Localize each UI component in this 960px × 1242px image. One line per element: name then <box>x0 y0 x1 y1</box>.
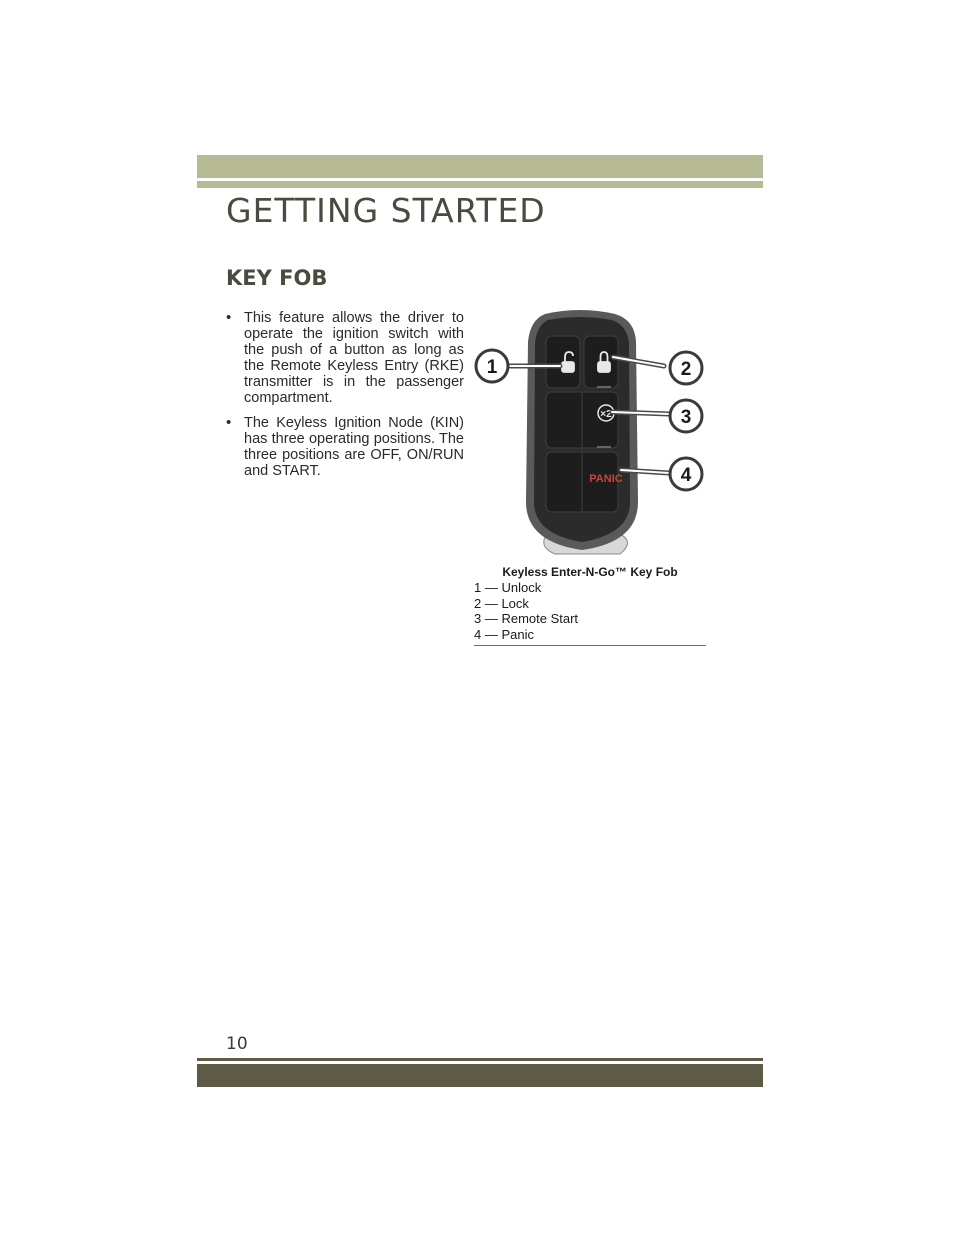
bullet-item: • This feature allows the driver to operate the ignition switch with the push of a button as long as the Remote Keyless Entry (RKE) transmitter is in the passenger compartment. <box>226 310 464 406</box>
figure-legend <box>474 580 706 642</box>
footer-bar <box>197 1064 763 1087</box>
legend-item: 2 — Lock <box>474 595 529 611</box>
legend-divider <box>474 645 706 646</box>
callout-1 <box>476 350 508 382</box>
callout-4 <box>670 458 702 490</box>
callout-2 <box>670 352 702 384</box>
svg-text:3: 3 <box>680 407 692 428</box>
panic-label: PANIC <box>589 473 623 485</box>
key-fob-illustration <box>470 302 710 572</box>
footer-line <box>197 1058 763 1061</box>
page-number: 10 <box>226 1034 248 1054</box>
bullet-list <box>226 310 464 488</box>
bullet-item: • The Keyless Ignition Node (KIN) has three operating positions. The three positions are OFF, ON/RUN and START. <box>226 415 464 479</box>
svg-text:4: 4 <box>680 465 692 486</box>
figure-caption: Keyless Enter-N-Go™ Key Fob <box>502 565 678 579</box>
remote-start-label: ×2 <box>600 409 612 420</box>
svg-text:1: 1 <box>486 357 498 378</box>
section-header: GETTING STARTED <box>226 191 546 230</box>
svg-text:2: 2 <box>680 359 692 380</box>
callout-3 <box>670 400 702 432</box>
header-bar <box>197 155 763 178</box>
key-fob-figure <box>470 302 710 572</box>
page-heading: KEY FOB <box>226 266 328 290</box>
legend-item: 1 — Unlock <box>474 580 542 595</box>
legend-item: 3 — Remote Start <box>474 611 579 627</box>
legend-item: 4 — Panic <box>474 626 534 642</box>
header-bar-thin <box>197 181 763 188</box>
